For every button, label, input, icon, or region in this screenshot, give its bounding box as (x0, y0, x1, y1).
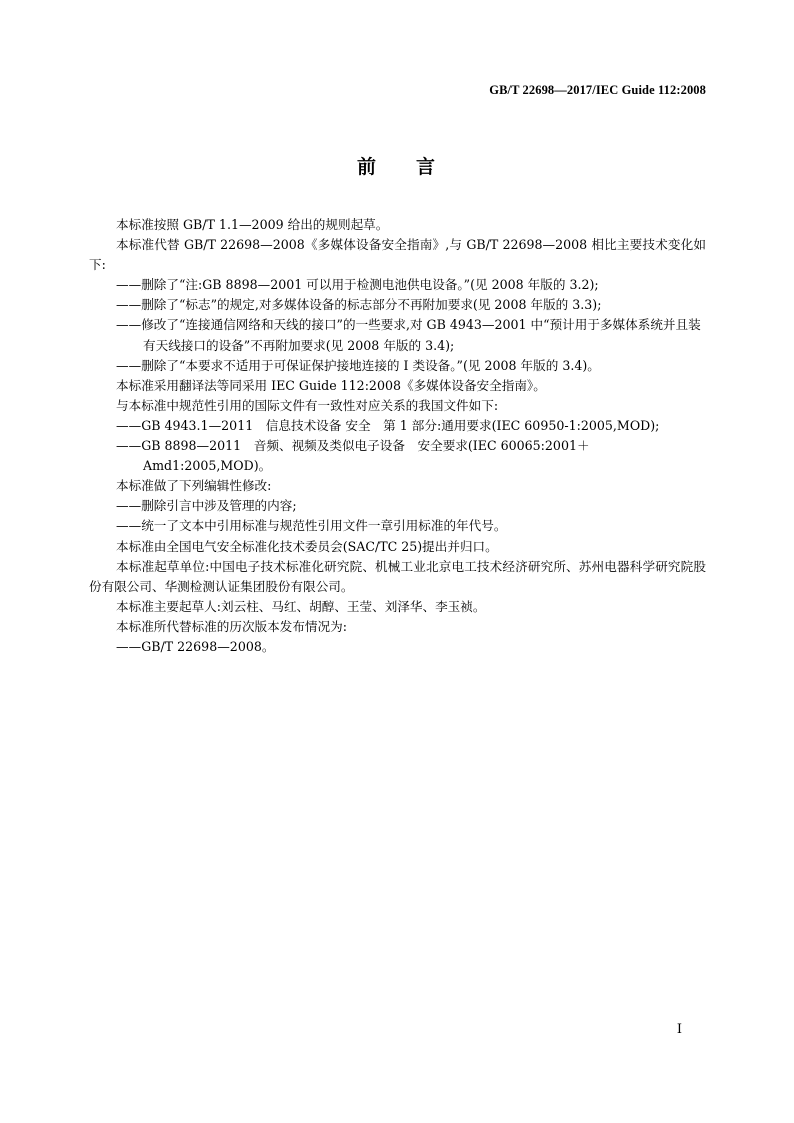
change-item-2: ——删除了“标志”的规定,对多媒体设备的标志部分不再附加要求(见 2008 年版的 3.3); (116, 297, 602, 313)
paragraph-drafting-rules: 本标准按照 GB/T 1.1—2009 给出的规则起草。 (116, 217, 389, 232)
page-title (0, 152, 794, 179)
paragraph-editorial: 本标准做了下列编辑性修改: (116, 478, 272, 494)
title-char-1: 前 (356, 156, 378, 178)
paragraph-corresponding-docs: 与本标准中规范性引用的国际文件有一致性对应关系的我国文件如下: (116, 397, 499, 413)
paragraph-replaces: 本标准代替 GB/T 22698—2008《多媒体设备安全指南》,与 GB/T 22698—2008 相比主要技术变化如下: (89, 237, 706, 273)
editorial-item-2: ——统一了文本中引用标准与规范性引用文件一章引用标准的年代号。 (116, 518, 507, 534)
foreword-body (89, 215, 706, 657)
paragraph-committee: 本标准由全国电气安全标准化技术委员会(SAC/TC 25)提出并归口。 (116, 538, 498, 554)
standard-code-header: GB/T 22698—2017/IEC Guide 112:2008 (489, 83, 706, 97)
change-item-1: ——删除了“注:GB 8898—2001 可以用于检测电池供电设备。”(见 2008 年版的 3.2); (116, 277, 599, 293)
editorial-item-1: ——删除引言中涉及管理的内容; (116, 498, 297, 514)
paragraph-drafters: 本标准主要起草人:刘云柱、马红、胡醇、王莹、刘泽华、李玉祯。 (116, 598, 486, 614)
paragraph-history: 本标准所代替标准的历次版本发布情况为: (116, 618, 347, 634)
change-item-3: ——修改了“连接通信网络和天线的接口”的一些要求,对 GB 4943—2001 中“预计用于多媒体系统并且装有天线接口的设备”不再附加要求(见 2008 年版的 3.4); (116, 317, 701, 353)
reference-item-2: ——GB 8898—2011 音频、视频及类似电子设备 安全要求(IEC 60065:2001＋Amd1:2005,MOD)。 (116, 438, 590, 474)
history-item-1: ——GB/T 22698—2008。 (116, 638, 275, 654)
title-char-2: 言 (416, 156, 438, 178)
page-number: Ⅰ (676, 1021, 682, 1036)
paragraph-drafting-units: 本标准起草单位:中国电子技术标准化研究院、机械工业北京电工技术经济研究所、苏州电器科学研究院股份有限公司、华测检测认证集团股份有限公司。 (89, 558, 706, 594)
change-item-4: ——删除了“本要求不适用于可保证保护接地连接的 Ⅰ 类设备。”(见 2008 年版的 3.4)。 (116, 357, 600, 373)
paragraph-adoption: 本标准采用翻译法等同采用 IEC Guide 112:2008《多媒体设备安全指南》。 (116, 377, 546, 393)
reference-item-1: ——GB 4943.1—2011 信息技术设备 安全 第 1 部分:通用要求(IEC 60950-1:2005,MOD); (116, 417, 660, 433)
